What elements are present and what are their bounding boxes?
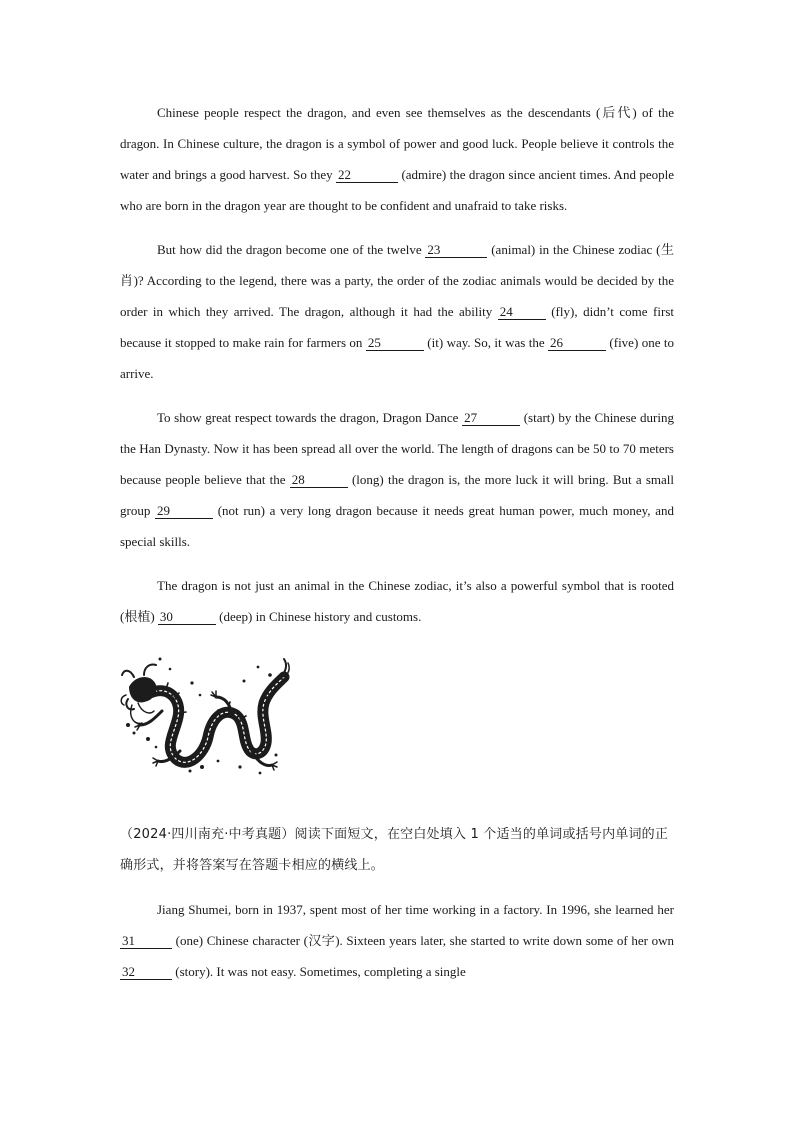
blank-26: 26 [548,335,606,351]
dragon-icon [120,655,290,775]
text: Chinese people respect the dragon, and even see themselves as the descendants (后代) of the dragon. In Chinese culture, the dragon is a symbol of power and good luck. People believe it controls the water and brings a good harvest. So they [120,105,674,182]
text: (admire) the dragon since ancient times. And people who are born in the dragon year are thought to be confident and unafraid to take risks. [120,167,674,213]
dragon-illustration [120,655,290,775]
text: (fly), didn’t come first because it stopped to make rain for farmers on [120,304,674,350]
text: (animal) in the Chinese zodiac (生肖)? According to the legend, there was a party, the order of the zodiac animals would be decided by the order in which they arrived. The dragon, although it had the ability [120,242,674,319]
paragraph-2 [120,234,674,389]
text: (it) way. So, it was the [423,335,548,350]
blank-29: 29 [155,503,213,519]
text: (long) the dragon is, the more luck it will bring. But a small group [120,472,674,518]
paragraph-3 [120,402,674,557]
blank-30: 30 [158,609,216,625]
paragraph-1 [120,97,674,221]
text: The dragon is not just an animal in the Chinese zodiac, it’s also a powerful symbol that is rooted (根植) [120,578,674,624]
text: (not run) a very long dragon because it needs great human power, much money, and special skills. [120,503,674,549]
text: (one) Chinese character (汉字). Sixteen years later, she started to write down some of her own [172,933,674,948]
blank-27: 27 [462,410,520,426]
blank-23: 23 [425,242,487,258]
text: Jiang Shumei, born in 1937, spent most of her time working in a factory. In 1996, she learned her [157,902,674,917]
text: (deep) in Chinese history and customs. [215,609,422,624]
blank-22: 22 [336,167,398,183]
blank-28: 28 [290,472,348,488]
blank-24: 24 [498,304,546,320]
text: (five) one to arrive. [120,335,674,381]
text: To show great respect towards the dragon, Dragon Dance [157,410,463,425]
document-page [120,97,674,987]
paragraph-5 [120,894,674,987]
blank-32: 32 [120,964,172,980]
text: But how did the dragon become one of the twelve [157,242,426,257]
text: (start) by the Chinese during the Han Dynasty. Now it has been spread all over the world. The length of dragons can be 50 to 70 meters because people believe that the [120,410,674,487]
paragraph-4 [120,570,674,632]
text: (story). It was not easy. Sometimes, completing a single [172,964,466,979]
blank-31: 31 [120,933,172,949]
blank-25: 25 [366,335,424,351]
exercise-instruction: （2024·四川南充·中考真题）阅读下面短文，在空白处填入 1 个适当的单词或括号内单词的正确形式，并将答案写在答题卡相应的横线上。 [120,827,669,873]
